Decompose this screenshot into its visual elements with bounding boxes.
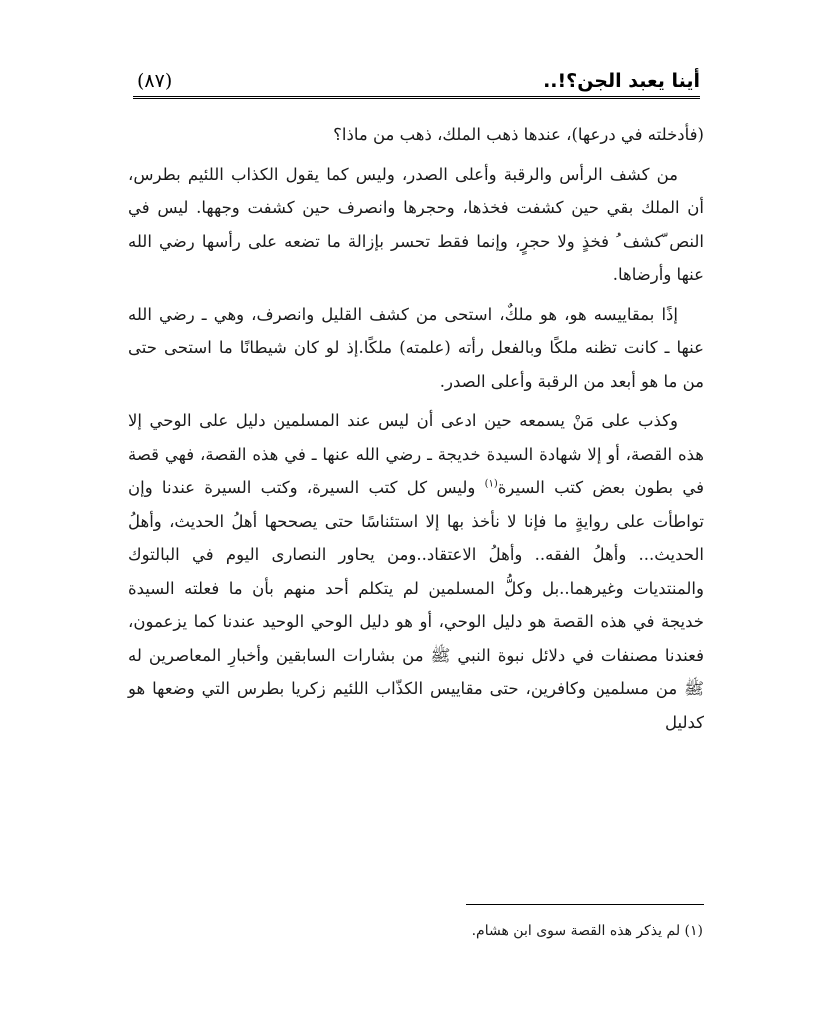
- footnote-marker: (١): [484, 478, 498, 490]
- footnote: (١) لم يذكر هذه القصة سوى ابن هشام.: [471, 923, 703, 939]
- footnote-rule: [466, 904, 704, 905]
- paragraph-text: وكذب على مَنْ يسمعه حين ادعى أن ليس عند المسلمين دليل على الوحي إلا هذه القصة، أو إلا شهادة السيدة خديجة ـ رضي الله عنها ـ في هذه القصة، فهي قصة في بطون بعض كتب السيرة: [128, 411, 705, 497]
- paragraph: [128, 158, 704, 292]
- paragraph-text: (فأدخلته في درعها)، عندها ذهب الملك، ذهب من ماذا؟: [333, 125, 704, 144]
- paragraph-text: وليس كل كتب السيرة، وكتب السيرة عندنا وإن تواطأت على روايةٍ ما فإنا لا نأخذ بها إلا استئناسًا حتى يصححها أهلُ الحديث، وأهلُ الحديث... وأهلُ الفقه.. وأهلُ الاعتقاد..ومن يحاور النصارى اليوم في البالتوك والمنتديات وغيرهما..بل وكلُّ المسلمين لم يتكلم أحد منهم بأن ما فعلته السيدة خديجة في هذه القصة هو دليل الوحي، أو هو دليل الوحي الوحيد عندنا كما يزعمون، فعندنا مصنفات في دلائل نبوة النبي ﷺ من بشارات السابقين وأخبارِ المعاصرين له ﷺ من مسلمين وكافرين، حتى مقاييس الكذّاب اللئيم زكريا بطرس التي وضعها هو كدليل: [128, 478, 704, 732]
- paragraph: [128, 404, 704, 739]
- header-rule: [133, 96, 700, 99]
- paragraph-text: من كشف الرأس والرقبة وأعلى الصدر، وليس كما يقول الكذاب اللئيم بطرس، أن الملك بقي حين كشفت فخذها، وحجرها وانصرف حين كشفت وجهها. ليس في النص ّكشف ُ فخذٍ ولا حجرٍ، وإنما فقط تحسر بإزالة ما تضعه على رأسها رضي الله عنها وأرضاها.: [128, 164, 704, 284]
- paragraph: [128, 298, 704, 399]
- paragraph-text: إذًا بمقاييسه هو، هو ملكٌ، استحى من كشف القليل وانصرف، وهي ـ رضي الله عنها ـ كانت تظنه ملكًا وبالفعل رأته (علمته) ملكًا.إذ لو كان شيطانًا ما استحى حتى من ما هو أبعد من الرقبة وأعلى الصدر.: [128, 304, 704, 391]
- paragraph: [128, 118, 704, 152]
- body-text: [128, 118, 704, 745]
- page-header: [133, 64, 700, 100]
- page-number: (٨٧): [137, 70, 173, 92]
- running-title: أينا يعبد الجن؟!..: [543, 70, 700, 92]
